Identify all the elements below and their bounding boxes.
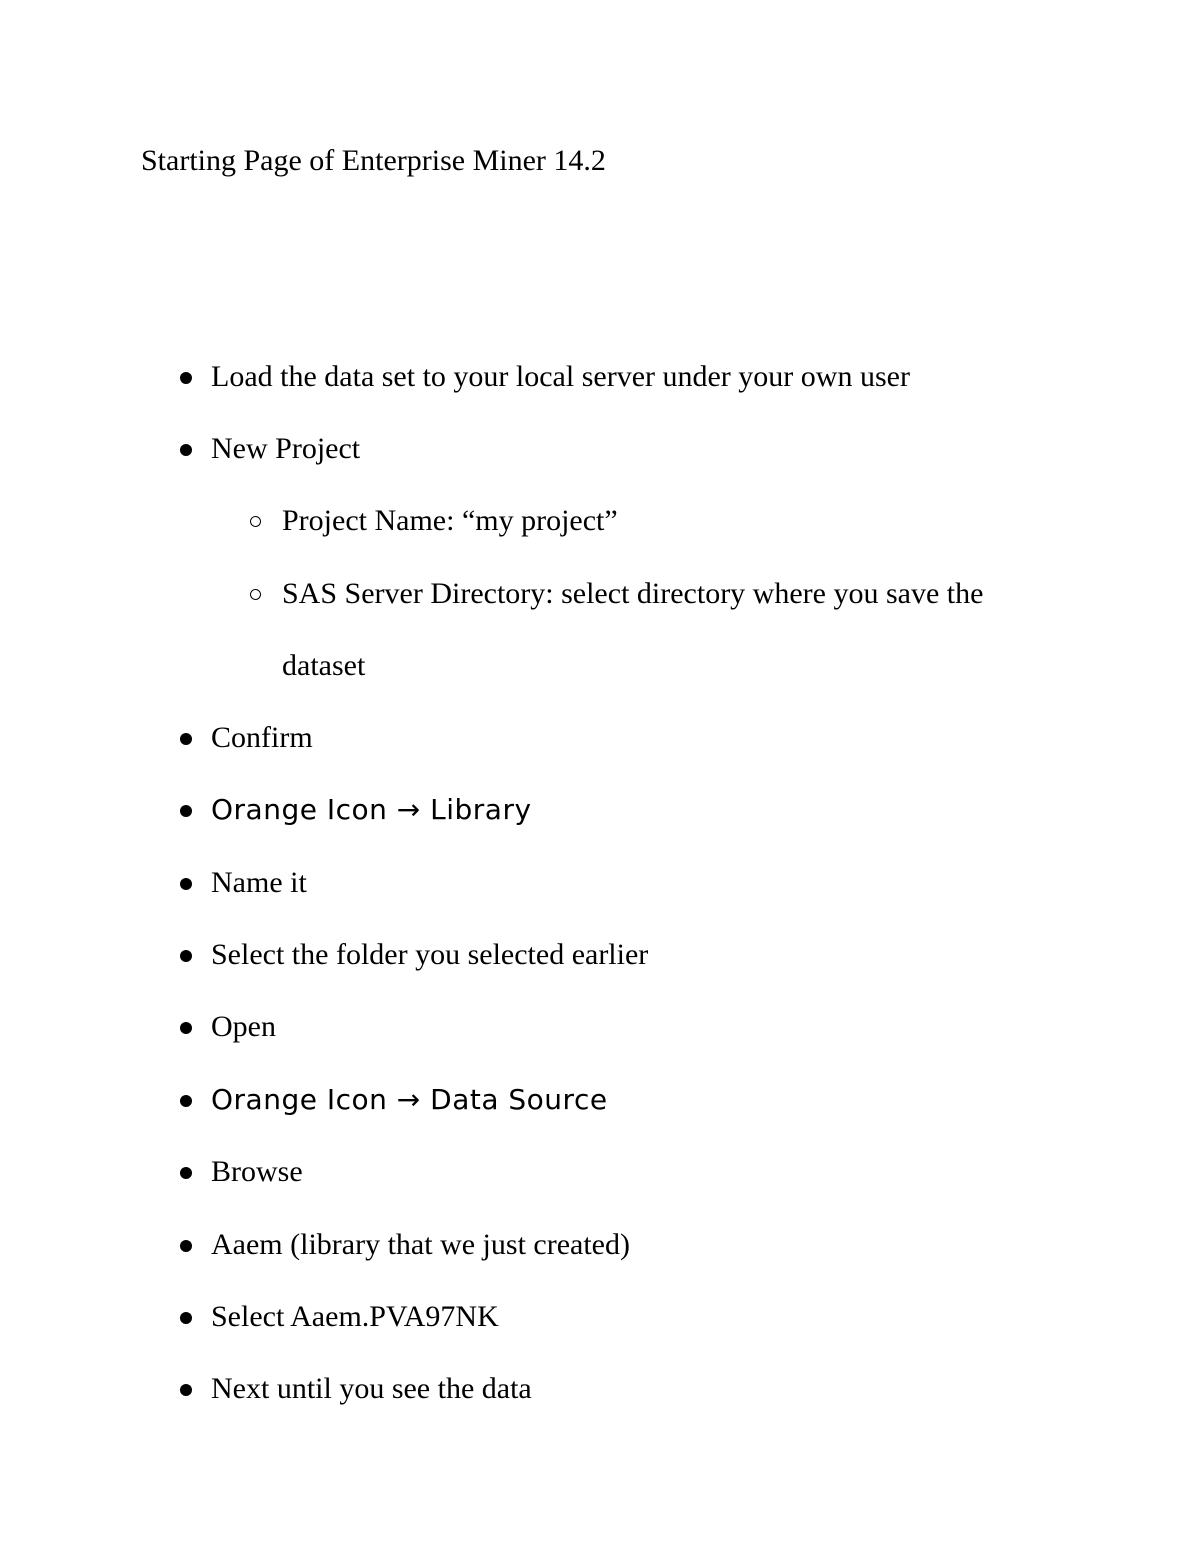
list-item-confirm: Confirm xyxy=(211,721,313,754)
list-item-new-project: New Project xyxy=(211,432,361,465)
bullet-dot-icon xyxy=(180,372,192,384)
list-item-browse: Browse xyxy=(211,1155,303,1188)
bullet-dot-icon xyxy=(180,950,192,962)
bullet-dot-icon xyxy=(180,1095,192,1107)
bullet-dot-icon xyxy=(180,1312,192,1324)
bullet-dot-icon xyxy=(180,1384,192,1396)
sub-item-project-name: Project Name: “my project” xyxy=(282,504,618,537)
list-item-select-dataset: Select Aaem.PVA97NK xyxy=(211,1300,499,1333)
sub-item-server-directory: SAS Server Directory: select directory where you save the xyxy=(282,577,984,610)
list-item-orange-icon-data-source: Orange Icon → Data Source xyxy=(211,1083,608,1116)
sub-item-server-directory-continued: dataset xyxy=(282,649,366,682)
bullet-circle-icon xyxy=(250,516,261,527)
bullet-dot-icon xyxy=(180,444,192,456)
bullet-dot-icon xyxy=(180,1167,192,1179)
bullet-dot-icon xyxy=(180,878,192,890)
list-item-open: Open xyxy=(211,1010,276,1043)
bullet-circle-icon xyxy=(250,589,261,600)
list-item-orange-icon-library: Orange Icon → Library xyxy=(211,793,532,826)
list-item-select-folder: Select the folder you selected earlier xyxy=(211,938,649,971)
list-item-aaem-library: Aaem (library that we just created) xyxy=(211,1228,630,1261)
bullet-dot-icon xyxy=(180,733,192,745)
page-title: Starting Page of Enterprise Miner 14.2 xyxy=(141,144,606,177)
bullet-dot-icon xyxy=(180,1240,192,1252)
bullet-dot-icon xyxy=(180,1022,192,1034)
list-item-name-it: Name it xyxy=(211,866,307,899)
list-item-next-until-data: Next until you see the data xyxy=(211,1372,532,1405)
bullet-dot-icon xyxy=(180,805,192,817)
list-item-load-data: Load the data set to your local server under your own user xyxy=(211,360,910,393)
